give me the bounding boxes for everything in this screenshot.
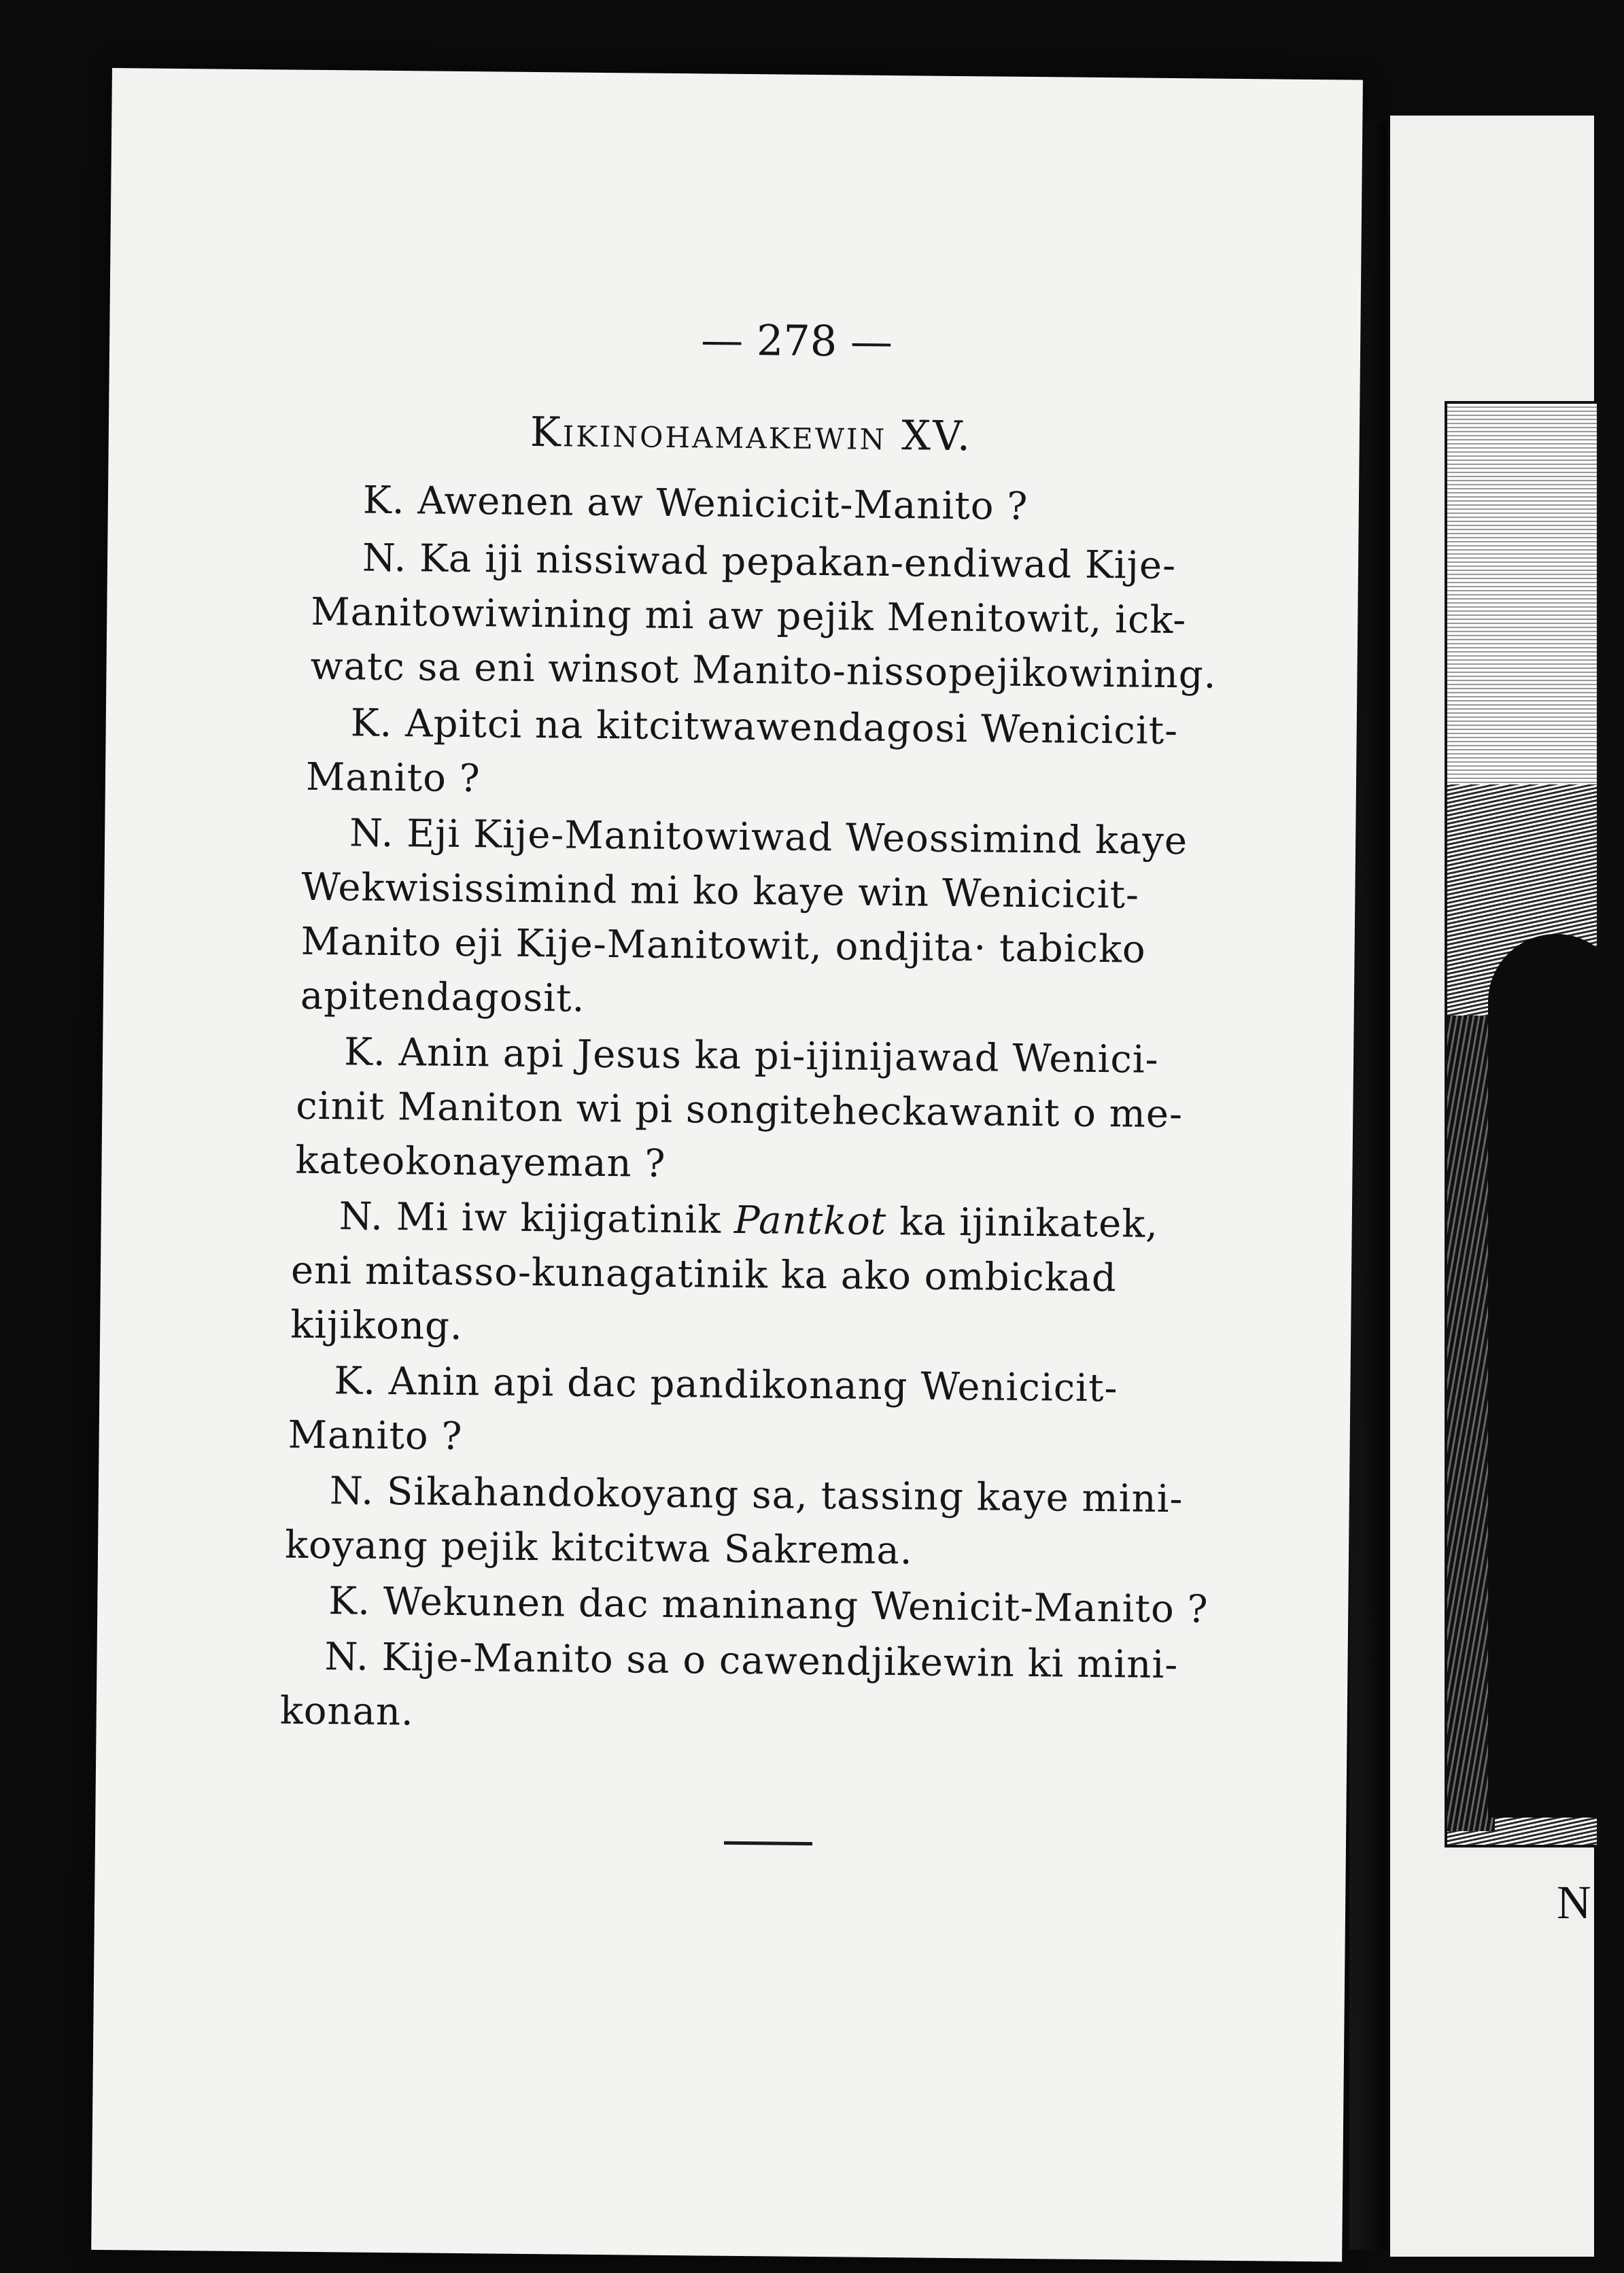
text-line: K. Awenen aw Wenicicit-Manito ? [362, 478, 1029, 529]
text-line: K. Apitci na kitcitwawendagosi Wenicicit- [350, 701, 1179, 754]
engraving-sky [1447, 404, 1597, 784]
lesson-heading: Kikinohamakewin XV. [530, 408, 973, 461]
text-line: kateokonayeman ? [295, 1138, 666, 1186]
text-line: Manito ? [288, 1412, 463, 1459]
text-line: watc sa eni winsot Manito-nissopejikowining. [310, 644, 1217, 697]
text-line-end: ka ijinikatek, [886, 1200, 1159, 1247]
text-line: Manitowiwining mi aw pejik Menitowit, ick- [311, 589, 1187, 643]
text-line [339, 1194, 1158, 1247]
text-line: K. Wekunen dac maninang Wenicit-Manito ? [328, 1579, 1209, 1632]
text-line: cinit Maniton wi pi songiteheckawanit o me- [296, 1083, 1184, 1137]
text-line: N. Kije-Manito sa o cawendjikewin ki mini- [324, 1635, 1179, 1688]
italic-word-pantkot: Pantkot [733, 1198, 887, 1245]
text-line: K. Anin api Jesus ka pi-ijinijawad Wenici- [343, 1030, 1159, 1082]
facing-page-partial-letter: N [1557, 1877, 1591, 1929]
text-line: N. Sikahandokoyang sa, tassing kaye mini- [329, 1469, 1184, 1522]
engraving-figure-cloaked [1488, 934, 1624, 1818]
text-line: kijikong. [290, 1302, 464, 1349]
engraving-illustration [1445, 401, 1600, 1847]
book-page [91, 68, 1363, 2262]
text-line: koyang pejik kitcitwa Sakrema. [284, 1523, 913, 1574]
text-line: Wekwisissimind mi ko kaye win Wenicicit- [301, 865, 1140, 918]
page-number: — 278 — [700, 315, 893, 367]
text-line-start: N. Mi iw kijigatinik [339, 1194, 735, 1243]
text-line: eni mitasso-kunagatinik ka ako ombickad [290, 1248, 1118, 1301]
text-line: N. Ka iji nissiwad pepakan-endiwad Kije- [362, 536, 1177, 589]
text-line: Manito eji Kije-Manitowit, ondjita· tabicko [300, 919, 1146, 972]
text-line: konan. [279, 1688, 415, 1735]
text-line: N. Eji Kije-Manitowiwad Weossimind kaye [349, 811, 1188, 864]
text-line: Manito ? [305, 754, 481, 801]
end-rule [724, 1841, 812, 1845]
text-line: apitendagosit. [300, 973, 585, 1021]
page-text [91, 68, 1363, 2262]
text-line: K. Anin api dac pandikonang Wenicicit- [334, 1359, 1118, 1411]
